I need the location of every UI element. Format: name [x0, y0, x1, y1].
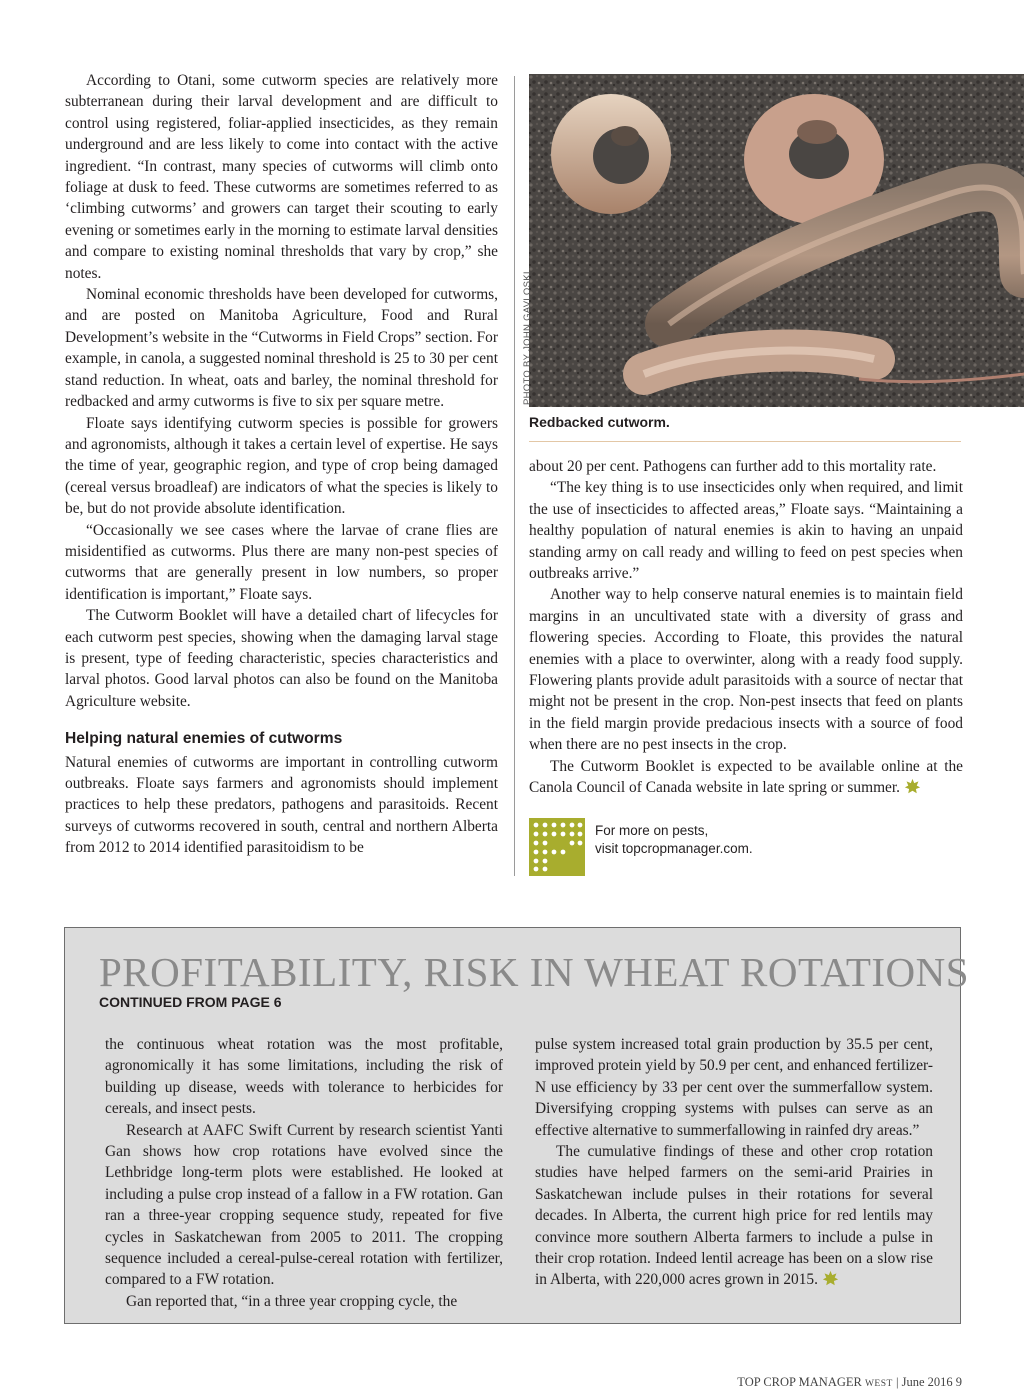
- magazine-name: TOP CROP MANAGER: [737, 1375, 862, 1389]
- photo-credit: PHOTO BY JOHN GAVLOSKI: [522, 271, 533, 405]
- leaf-end-icon: [822, 1270, 839, 1287]
- issue-date: | June 2016: [895, 1375, 953, 1389]
- promo-text: [595, 822, 753, 858]
- section-heading: Helping natural enemies of cutworms: [65, 730, 343, 748]
- paragraph: Another way to help conserve natural enemies is to maintain field margins in an uncultivated state with a diversity of grass and flowering species. According to Floate, this provides the natural enemies with a place to overwinter, along with a ready food supply. Flowering plants provide adult parasitoids with a source of nectar that might not be present in the crop. Non-pest insects that feed on plants in the field margin provide predacious insects with a source of food when there are no pest insects in the crop.: [529, 586, 963, 754]
- curled-larva-left: [551, 94, 671, 214]
- promo-link[interactable]: visit topcropmanager.com.: [595, 841, 753, 856]
- paragraph: [529, 756, 963, 799]
- paragraph: the continuous wheat rotation was the most profitable, agronomically it has some limitations, including the risk of building up disease, weeds with tolerance to herbicides for cereals, and insect pests.: [105, 1036, 503, 1118]
- column-divider: [514, 76, 515, 876]
- page-footer: [737, 1375, 962, 1390]
- grid-dots-icon: [529, 818, 585, 876]
- paragraph-text: The cumulative findings of these and other crop rotation studies have helped farmers on the semi-arid Prairies in Saskatchewan include pulses in their rotations for several decades. In Alberta, the current high price for red lentils may convince more southern Alberta farmers to include a pulse in their crop rotation. Indeed lentil acreage has been on a slow rise in Alberta, with 220,000 acres grown in 2015.: [535, 1143, 933, 1289]
- promo-line: For more on pests,: [595, 823, 709, 838]
- page-number: 9: [955, 1375, 962, 1389]
- box-subtitle: CONTINUED FROM PAGE 6: [99, 994, 282, 1010]
- paragraph: Gan reported that, “in a three year cropping cycle, the: [126, 1292, 458, 1310]
- magazine-edition: WEST: [864, 1379, 893, 1389]
- paragraph: Research at AAFC Swift Current by research scientist Yanti Gan shows how crop rotations have evolved since the Lethbridge long-term plots were established. He looked at including a pulse crop instead of a fallow in a FW rotation. Gan ran a three-year cropping sequence study, repeated for five cycles in Saskatchewan from 2005 to 2011. The cropping sequence included a cereal-pulse-cereal rotation with fertilizer, compared to a FW rotation.: [105, 1121, 503, 1289]
- box-left-column: [105, 1034, 503, 1312]
- paragraph: “The key thing is to use insecticides only when required, and limit the use of insecticides to affected areas,” Floate says. “Maintaining a healthy population of natural enemies is akin to having an unpaid standing army on call ready and willing to feed on pest species when outbreaks arrive.”: [529, 479, 963, 583]
- paragraph-text: The Cutworm Booklet is expected to be available online at the Canola Council of Canada website in late spring or summer.: [529, 757, 963, 797]
- paragraph: “Occasionally we see cases where the larvae of crane flies are misidentified as cutworms. Plus there are many non-pest species of cutworms that are generally present in low numbers, so proper identification is important,” Floate says.: [65, 521, 498, 603]
- cutworm-photo: [529, 74, 1024, 407]
- paragraph: Floate says identifying cutworm species is possible for growers and agronomists, although it takes a certain level of expertise. He says the time of year, geographic region, and type of crop being damaged (cereal versus broadleaf) are indicators of what the species is likely to be, but do not provide absolute identification.: [65, 414, 498, 518]
- leaf-end-icon: [904, 778, 921, 795]
- paragraph: The Cutworm Booklet will have a detailed chart of lifecycles for each cutworm pest species, showing when the damaging larval stage is present, type of feeding characteristic, species characteristics and larval photos. Good larval photos can also be found on the Manitoba Agriculture website.: [65, 607, 498, 710]
- continued-article-box: [64, 927, 970, 1324]
- paragraph: about 20 per cent. Pathogens can further add to this mortality rate.: [529, 458, 937, 475]
- article-left-column: [65, 70, 498, 859]
- box-title: PROFITABILITY, RISK IN WHEAT ROTATIONS: [99, 949, 970, 995]
- paragraph: [535, 1141, 933, 1291]
- paragraph: Nominal economic thresholds have been developed for cutworms, and are posted on Manitoba Agriculture, Food and Rural Development’s website in the “Cutworms in Field Crops” section. For example, in canola, a suggested nominal threshold is 25 to 30 per cent stand reduction. In wheat, oats and barley, the nominal threshold for redbacked and army cutworms is five to six per square metre.: [65, 286, 498, 411]
- paragraph: Natural enemies of cutworms are important in controlling cutworm outbreaks. Floate says farmers and agronomists should implement practices to help these predators, pathogens and parasitoids. Recent surveys of cutworms recovered in south, central and northern Alberta from 2012 to 2014 identified parasitoidism to be: [65, 753, 498, 857]
- paragraph: According to Otani, some cutworm species are relatively more subterranean during their larval development and are difficult to control using registered, foliar-applied insecticides, as they remain underground and are less likely to come into contact with the active ingredient. “In contrast, many species of cutworms will climb onto foliage at dusk to feed. These cutworms are sometimes referred to as ‘climbing cutworms’ and growers can target their scouting to early evening or sometimes early in the morning to estimate larval densities and compare to existing nominal thresholds that vary by crop,” she notes.: [65, 72, 498, 282]
- box-right-column: [535, 1034, 933, 1291]
- caption-divider: [529, 441, 961, 442]
- paragraph: pulse system increased total grain production by 35.5 per cent, improved protein yield by 50.9 per cent, and enhanced fertilizer-N use efficiency by 33 per cent over the summerfallow system. Diversifying cropping systems with pulses can serve as an effective alternative to summerfallowing in rainfed dry areas.”: [535, 1036, 933, 1139]
- article-right-column: [529, 456, 963, 799]
- photo-caption: Redbacked cutworm.: [529, 414, 670, 430]
